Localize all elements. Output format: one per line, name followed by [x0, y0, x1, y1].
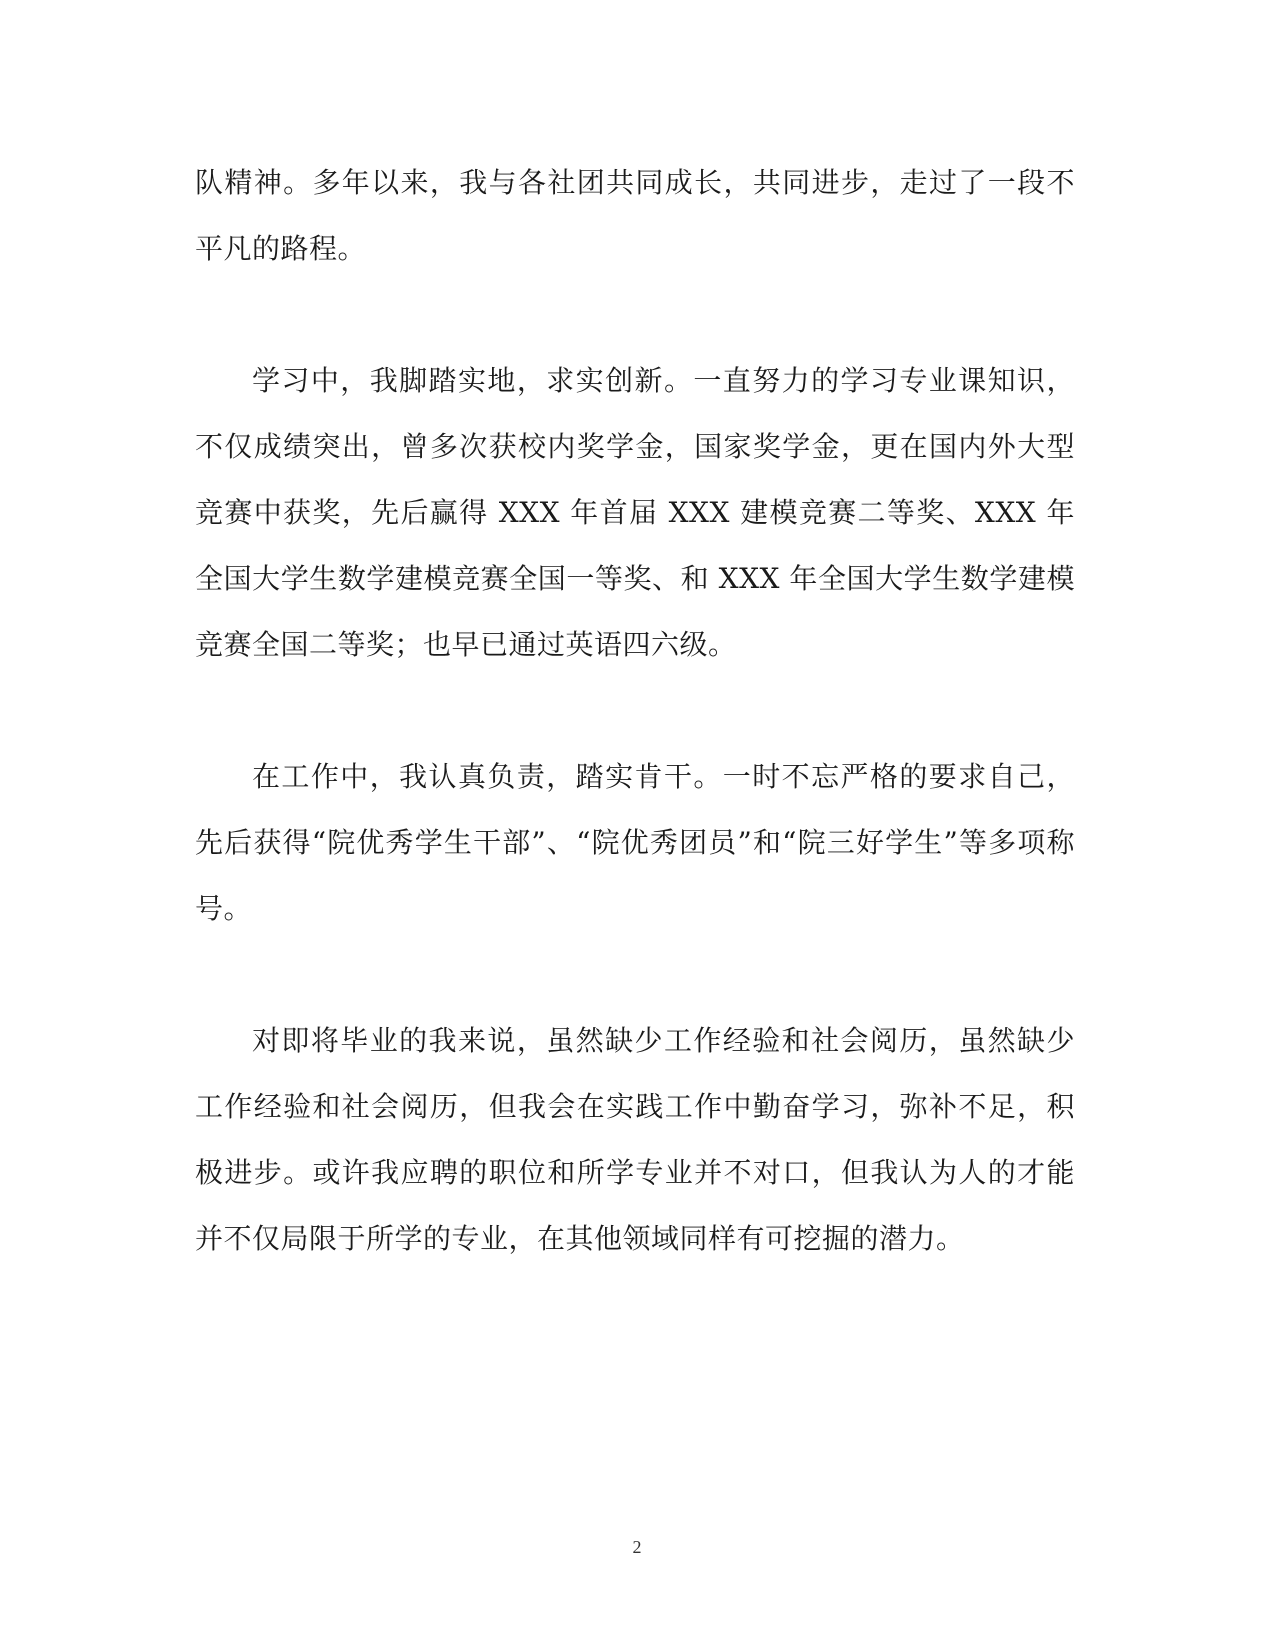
paragraph-gap	[195, 678, 1075, 744]
page-number: 2	[632, 1537, 642, 1557]
paragraph-continuation: 队精神。多年以来，我与各社团共同成长，共同进步，走过了一段不平凡的路程。	[195, 166, 1075, 265]
paragraph-gap	[195, 282, 1075, 348]
paragraph-study: 学习中，我脚踏实地，求实创新。一直努力的学习专业课知识，不仅成绩突出，曾多次获校内奖学金，国家奖学金，更在国内外大型竞赛中获奖，先后赢得 XXX 年首届 XXX 建模竞赛二等奖、XXX 年全国大学生数学建模竞赛全国一等奖、和 XXX 年全国大学生数学建模竞赛全国二等奖；也早已通过英语四六级。	[195, 364, 1075, 661]
paragraph-graduation: 对即将毕业的我来说，虽然缺少工作经验和社会阅历，虽然缺少工作经验和社会阅历，但我会在实践工作中勤奋学习，弥补不足，积极进步。或许我应聘的职位和所学专业并不对口，但我认为人的才能并不仅局限于所学的专业，在其他领域同样有可挖掘的潜力。	[195, 1024, 1075, 1255]
document-body	[195, 150, 1075, 1272]
paragraph-gap	[195, 942, 1075, 1008]
paragraph-work: 在工作中，我认真负责，踏实肯干。一时不忘严格的要求自己，先后获得“院优秀学生干部”、“院优秀团员”和“院三好学生”等多项称号。	[195, 760, 1075, 925]
